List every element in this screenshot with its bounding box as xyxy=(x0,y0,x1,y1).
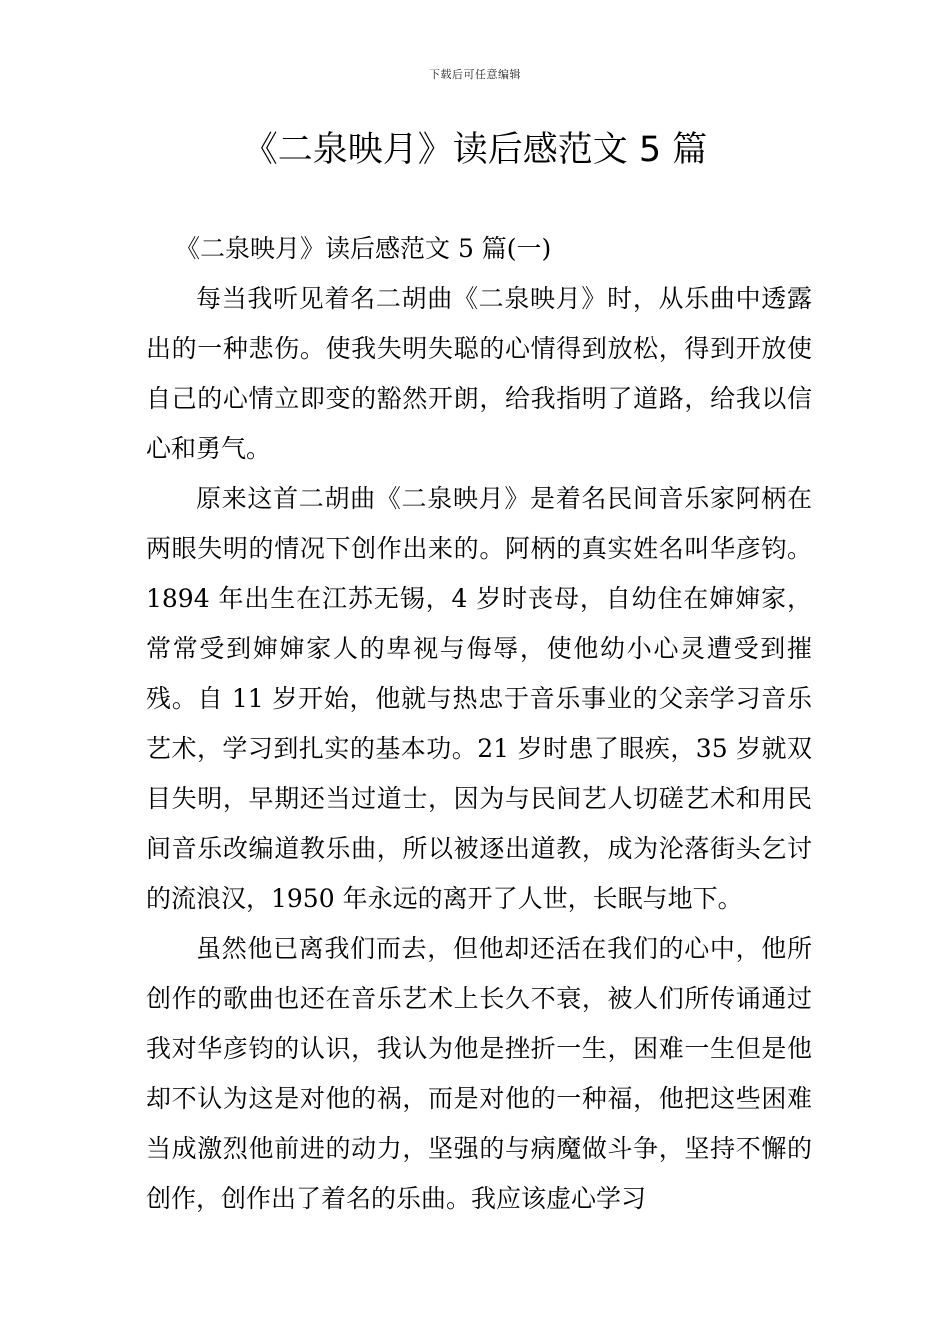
header-note: 下载后可任意编辑 xyxy=(429,68,521,81)
document-body xyxy=(146,224,812,1224)
paragraph: 每当我听见着名二胡曲《二泉映月》时，从乐曲中透露出的一种悲伤。使我失明失聪的心情得到放松，得到开放使自己的心情立即变的豁然开朗，给我指明了道路，给我以信心和勇气。 xyxy=(146,284,812,463)
paragraph: 原来这首二胡曲《二泉映月》是着名民间音乐家阿柄在两眼失明的情况下创作出来的。阿柄的真实姓名叫华彦钧。1894 年出生在江苏无锡，4 岁时丧母，自幼住在婶婶家，常常受到婶婶家人的卑视与侮辱，使他幼小心灵遭受到摧残。自 11 岁开始，他就与热忠于音乐事业的父亲学习音乐艺术，学习到扎实的基本功。21 岁时患了眼疾，35 岁就双目失明，早期还当过道士，因为与民间艺人切磋艺术和用民间音乐改编道教乐曲，所以被逐出道教，成为沦落街头乞讨的流浪汉，1950 年永远的离开了人世，长眠与地下。 xyxy=(146,484,812,913)
document-title: 《二泉映月》读后感范文 5 篇 xyxy=(242,130,708,170)
section-subtitle: 《二泉映月》读后感范文 5 篇(一) xyxy=(175,234,552,263)
paragraph: 虽然他已离我们而去，但他却还活在我们的心中，他所创作的歌曲也还在音乐艺术上长久不衰，被人们所传诵通过我对华彦钧的认识，我认为他是挫折一生，困难一生但是他却不认为这是对他的祸，而是对他的一种福，他把这些困难当成激烈他前进的动力，坚强的与病魔做斗争，坚持不懈的创作，创作出了着名的乐曲。我应该虚心学习 xyxy=(146,934,812,1213)
